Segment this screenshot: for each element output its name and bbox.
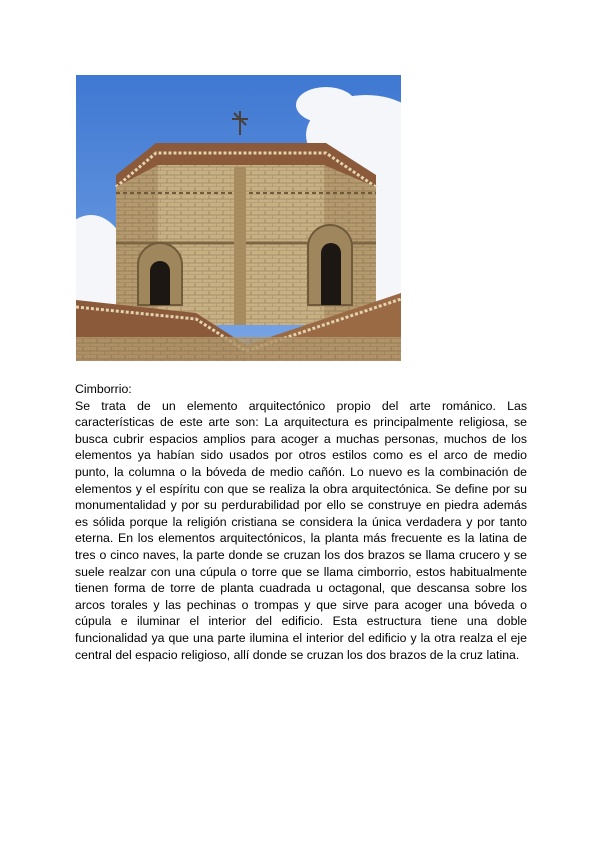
window-right (308, 225, 352, 305)
section-heading: Cimborrio: (75, 382, 132, 396)
cimborrio-photo (76, 75, 401, 361)
cimborrio-illustration (76, 75, 401, 361)
window-left (138, 243, 182, 305)
body-paragraph: Se trata de un elemento arquitectónico propio del arte románico. Las características de este arte son: La arquitectura es principalmente religiosa, se busca cubrir espacios amplios para acoger a muchas personas, muchos de los elementos ya habían sido usados por otros estilos como es el arco de medio punto, la columna o la bóveda de medio cañón. Lo nuevo es la combinación de elementos y el espíritu con que se realiza la obra arquitectónica. Se define por su monumentalidad y por su perdurabilidad por ello se construye en piedra además es sólida porque la religión cristiana se considera la única verdadera y por tanto eterna. En los elementos arquitectónicos, la planta más frecuente es la latina de tres o cinco naves, la parte donde se cruzan los dos brazos se llama crucero y se suele realzar con una cúpula o torre que se llama cimborrio, estos habitualmente tienen forma de torre de planta cuadrada u octagonal, que descansa sobre los arcos torales y las pechinas o trompas y que sirve para acoger una bóveda o cúpula e iluminar el interior del edificio. Esta estructura tiene una doble funcionalidad ya que una parte ilumina el interior del edificio y la otra realza el eje central del espacio religioso, allí donde se cruzan los dos brazos de la cruz latina. (75, 398, 527, 662)
text-block (75, 381, 527, 663)
pilaster (234, 167, 246, 325)
